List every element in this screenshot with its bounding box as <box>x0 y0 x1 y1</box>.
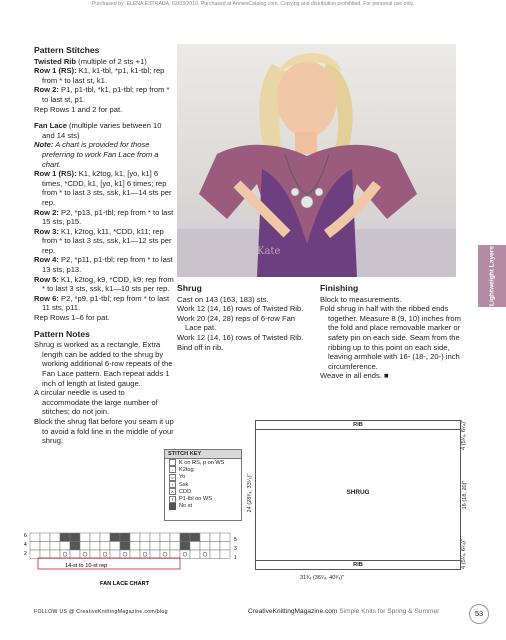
chart-cell <box>170 542 180 551</box>
key-row: \ Ssk <box>165 481 241 488</box>
chart-cell <box>110 542 120 551</box>
fan-lace-row-5: Row 5: K1, k2tog, k9, *CDD, k9; rep from * to last 3 sts, ssk, k1—10 sts per rep. <box>34 274 174 294</box>
fan-lace-chart <box>20 525 248 595</box>
section-tab: Lightweight Layers <box>478 245 506 307</box>
chart-cell <box>120 533 130 542</box>
chart-cell <box>180 550 190 559</box>
key-symbol: \ <box>169 481 176 488</box>
chart-cell <box>200 542 210 551</box>
footer-title <box>248 608 439 615</box>
chart-cell <box>70 533 80 542</box>
fan-lace-row-3: Row 3: K1, k2tog, k11, *CDD, k11; rep from * to last 3 sts, ssk, k1—12 sts per rep. <box>34 226 172 255</box>
chart-cell <box>210 533 220 542</box>
chart-cell <box>40 533 50 542</box>
chart-cell <box>120 550 130 559</box>
key-row: ℓ P1-tbl on WS <box>165 495 241 502</box>
chart-cell <box>110 550 120 559</box>
twisted-rib-row-1: Row 1 (RS): K1, k1-tbl, *p1, k1-tbl; rep from * to last st, k1. <box>34 66 165 85</box>
finishing-line: Weave in all ends. ■ <box>320 371 389 381</box>
pattern-notes-heading: Pattern Notes <box>34 328 90 339</box>
shrug-line: Work 12 (14, 16) rows of Twisted Rib. <box>177 304 304 314</box>
twisted-rib-row-2: Row 2: P1, p1-tbl, *k1, p1-tbl; rep from * to last st, p1. <box>34 85 170 104</box>
chart-cell <box>150 542 160 551</box>
model-photo <box>177 44 456 277</box>
chart-cell <box>90 550 100 559</box>
chart-cell <box>70 542 80 551</box>
chart-cell <box>160 542 170 551</box>
chart-cell <box>140 533 150 542</box>
chart-cell <box>200 550 210 559</box>
key-symbol: ∧ <box>169 488 176 495</box>
pattern-note-2: A circular needle is used to accommodate the large number of stitches; do not join. <box>34 388 158 417</box>
height-right-dimension: 16 (18, 20)" <box>462 480 468 510</box>
chart-cell <box>190 542 200 551</box>
fan-lace-row-1: Row 1 (RS): K1, k2tog, k1, [yo, k1] 6 times, *CDD, k1, [yo, k1] 6 times; rep from * to last 3 sts, ssk, k1—14 sts per rep. <box>34 169 172 207</box>
fan-lace-row-4: Row 4: P2, *p11, p1-tbl; rep from * to last 13 sts, p13. <box>34 255 173 275</box>
shrug-line: Work 12 (14, 16) rows of Twisted Rib. <box>177 332 304 342</box>
row-number-right: 3 <box>234 546 237 552</box>
schematic-body-label: SHRUG <box>346 489 370 496</box>
chart-cell <box>50 542 60 551</box>
finishing-line: Block to measurements. <box>320 294 402 304</box>
finishing-section <box>320 284 470 381</box>
rib-top: RIB <box>256 421 460 430</box>
chart-cell <box>100 542 110 551</box>
chart-cell <box>80 533 90 542</box>
height-left-dimension: 24 (28³⁄₄, 33¹⁄₂)" <box>247 473 253 513</box>
pattern-stitches-heading: Pattern Stitches <box>34 45 100 55</box>
rib-top-height: 4 (5¹⁄₄, 6¹⁄₄)" <box>461 420 467 450</box>
photo-watermark: Kate <box>257 246 281 257</box>
chart-cell <box>210 542 220 551</box>
chart-cell <box>160 550 170 559</box>
chart-cell <box>90 542 100 551</box>
chart-cell <box>160 533 170 542</box>
key-row: / K2tog <box>165 466 241 473</box>
chart-cell <box>30 550 40 559</box>
chart-cell <box>180 542 190 551</box>
chart-cell <box>220 550 230 559</box>
fan-lace-row-2: Row 2: P2, *p13, p1-tbl; rep from * to last 15 sts, p15. <box>34 207 174 227</box>
key-symbol-no-stitch <box>169 503 176 510</box>
twisted-rib-repeat: Rep Rows 1 and 2 for pat. <box>34 104 123 114</box>
chart-cell <box>100 550 110 559</box>
page-number: 53 <box>469 604 489 624</box>
chart-cell <box>130 550 140 559</box>
row-number-left: 2 <box>24 551 27 557</box>
chart-cell <box>190 533 200 542</box>
repeat-label: 14-st to 10-st rep <box>65 563 108 569</box>
fan-lace-note: Note: A chart is provided for those preferring to work Fan Lace from a chart. <box>34 140 159 169</box>
shrug-line: Work 20 (24, 28) reps of 6-row Fan Lace pat. <box>177 313 296 333</box>
chart-cell <box>170 533 180 542</box>
stitch-key <box>164 449 242 521</box>
width-dimension: 31³⁄₄ (36¹⁄₄, 40³⁄₄)" <box>300 575 345 581</box>
footer-publication: Simple Knits for Spring & Summer <box>339 608 440 615</box>
chart-cell <box>190 550 200 559</box>
row-number-left: 4 <box>24 542 27 548</box>
chart-cell <box>220 533 230 542</box>
key-row: K on RS, p on WS <box>165 459 241 466</box>
finishing-line: Fold shrug in half with the ribbed ends together. Measure 8 (9, 10) inches from the fold and place removable marker or safety pin on each side. Seam from the ribbing up to this point on each side, leaving armhole with 16- (18-, 20-) inch circumference. <box>320 304 461 371</box>
chart-cell <box>30 542 40 551</box>
shrug-schematic <box>255 420 461 570</box>
chart-cell <box>210 550 220 559</box>
chart-cell <box>130 542 140 551</box>
follow-us: FOLLOW US @ CreativeKnittingMagazine.com/blog <box>34 609 168 615</box>
chart-cell <box>180 533 190 542</box>
key-row: o Yo <box>165 474 241 481</box>
chart-cell <box>80 542 90 551</box>
chart-cell <box>80 550 90 559</box>
chart-cell <box>220 542 230 551</box>
left-column: Pattern Stitches Twisted Rib (multiple of 2 sts +1) Row 1 (RS): K1, k1-tbl, *p1, k1-tbl; rep from * to last st, k1. Row 2: P1, p1-tbl, *k1, p1-tbl; rep from * to last st, p1. Rep Rows 1 and 2 for pat. Fan Lace (multiple varies between 10 and 14 sts) Note: A chart is provided for those preferring to work Fan Lace from a chart. Row 1 (RS): K1, k2tog, k1, [yo, k1] 6 times, *CDD, k1, [yo, k1] 6 times; rep from * to last 3 sts, ssk, k1—14 sts per rep. Row 2: P2, *p13, p1-tbl; rep from * to last 15 sts, p15. Row 3: K1, k2tog, k11, *CDD, k11; rep from * to last 3 sts, ssk, k1—12 sts per rep. Row 4: P2, *p11, p1-tbl; rep from * to last 13 sts, p13. Row 5: K1, k2tog, k9, *CDD, k9; rep from * to last 3 sts, ssk, k1—10 sts per rep. Row 6: P2, *p9, p1-tbl; rep from * to last 11 sts, p11. Rep Rows 1–6 for pat. Pattern Notes Shrug is worked as a rectangle. Extra length can be added to the shrug by working additional 6-row repeats of the Fan Lace pattern. Each repeat adds 1 inch of length at listed gauge. A circular needle is used to accommodate the large number of stitches; do not join. Block the shrug flat before you seam it up to avoid a fold line in the middle of your shrug. <box>34 45 174 446</box>
rib-bottom: RIB <box>256 560 460 569</box>
chart-cell <box>50 550 60 559</box>
row-number-right: 5 <box>234 537 237 543</box>
chart-cell <box>200 533 210 542</box>
shrug-line: Cast on 143 (163, 183) sts. <box>177 294 269 304</box>
chart-cell <box>60 550 70 559</box>
key-symbol <box>169 459 176 466</box>
pattern-note-1: Shrug is worked as a rectangle. Extra length can be added to the shrug by working additional 6-row repeats of the Fan Lace pattern. Each repeat adds 1 inch of length at listed gauge. <box>34 340 173 388</box>
repeat-box <box>38 558 180 569</box>
chart-cell <box>140 550 150 559</box>
fan-lace-row-6: Row 6: P2, *p9, p1-tbl; rep from * to last 11 sts, p11. <box>34 293 170 313</box>
pattern-note-3: Block the shrug flat before you seam it up to avoid a fold line in the middle of your shrug. <box>34 416 174 446</box>
model-illustration <box>177 44 456 277</box>
key-symbol: o <box>169 474 176 481</box>
footer-site: CreativeKnittingMagazine.com <box>248 608 338 615</box>
row-number-right: 1 <box>234 555 237 561</box>
chart-cell <box>120 542 130 551</box>
chart-cell <box>90 533 100 542</box>
chart-cell <box>150 550 160 559</box>
key-row: No st <box>165 503 241 510</box>
chart-cell <box>50 533 60 542</box>
chart-cell <box>170 550 180 559</box>
row-number-left: 6 <box>24 533 27 539</box>
key-symbol: ℓ <box>169 496 176 503</box>
shrug-line: Bind off in rib. <box>177 342 224 352</box>
chart-cell <box>60 542 70 551</box>
finishing-heading: Finishing <box>320 283 359 293</box>
chart-cell <box>60 533 70 542</box>
purchase-banner: Purchased by: ELENA ESTRADA, 02/03/2010. Purchased at AnniesCatalog.com. Copying and distribution prohibited. For personal use only. <box>91 1 415 7</box>
rib-bottom-height: 4 (5¹⁄₄, 6¹⁄₄)" <box>461 539 467 569</box>
twisted-rib-name: Twisted Rib <box>34 56 77 66</box>
chart-cell <box>110 533 120 542</box>
chart-cell <box>140 542 150 551</box>
chart-title: FAN LACE CHART <box>100 581 150 587</box>
chart-cell <box>150 533 160 542</box>
fan-lace-repeat: Rep Rows 1–6 for pat. <box>34 313 110 323</box>
chart-cell <box>100 533 110 542</box>
shrug-heading: Shrug <box>177 283 202 293</box>
key-row: ∧ CDD <box>165 488 241 495</box>
key-symbol: / <box>169 466 176 473</box>
chart-cell <box>130 533 140 542</box>
chart-cell <box>30 533 40 542</box>
chart-cell <box>70 550 80 559</box>
chart-cell <box>40 542 50 551</box>
shrug-section <box>177 284 312 352</box>
stitch-key-title: STITCH KEY <box>165 450 241 459</box>
fan-lace-name: Fan Lace <box>34 121 67 131</box>
chart-cell <box>40 550 50 559</box>
chart-grid <box>30 533 230 559</box>
